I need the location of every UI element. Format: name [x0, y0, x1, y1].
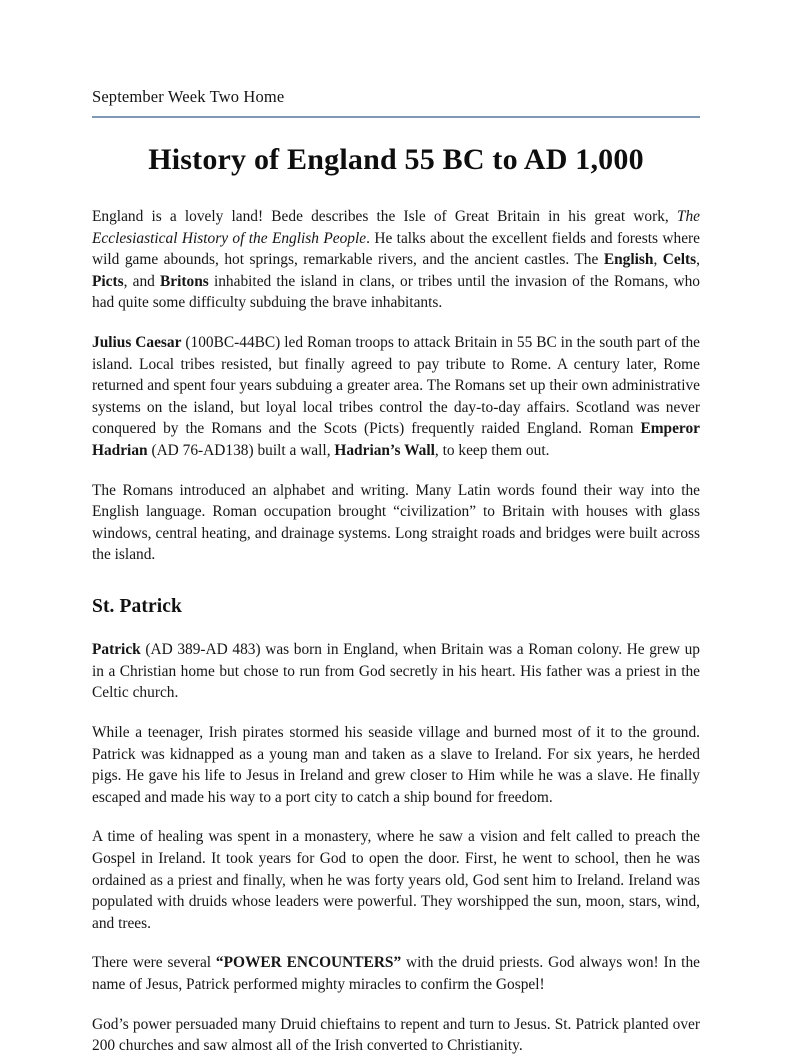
document-body: [92, 206, 700, 1057]
text-run: , to keep them out.: [434, 441, 550, 459]
paragraph-roman-influence: [92, 480, 700, 566]
text-run: While a teenager, Irish pirates stormed his seaside village and burned most of it to the ground. Patrick was kidnapped as a young man and taken as a slave to Ireland. For six years, he herded pigs. He gave his life to Jesus in Ireland and grew closer to Him while he was a slave. He finally escaped and made his way to a port city to catch a ship bound for freedom.: [92, 724, 700, 806]
bold-term-celts: Celts: [662, 251, 697, 269]
bold-term-power-encounters: “POWER ENCOUNTERS”: [215, 954, 402, 972]
section-heading-st-patrick: St. Patrick: [92, 595, 182, 617]
paragraph-patrick-birth: [92, 639, 700, 704]
paragraph-power-encounters: [92, 952, 700, 995]
text-run: (AD 389-AD 483) was born in England, when Britain was a Roman colony. He grew up in a Christian home but chose to run from God secretly in his heart. His father was a priest in the Celtic church.: [92, 641, 700, 702]
text-run: with the druid priests. God always won! In the name of Jesus, Patrick performed mighty miracles to confirm the Gospel!: [92, 954, 700, 993]
text-run: ,: [653, 251, 663, 269]
paragraph-england-intro: [92, 206, 700, 314]
bold-term-english: English: [603, 251, 654, 269]
text-run: (100BC-44BC) led Roman troops to attack Britain in 55 BC in the south part of the island. Local tribes resisted, but finally agreed to pay tribute to Rome. A century later, Rome returned and spent four years subduing a greater area. The Romans set up their own administrative systems on the island, but loyal local tribes control the day-to-day affairs. Scotland was never conquered by the Romans and the Scots (Picts) frequently raided England. Roman: [92, 333, 700, 438]
bold-term-picts: Picts: [92, 272, 124, 290]
book-title-italic: The Ecclesiastical History of the English People: [92, 207, 700, 247]
bold-term-emperor-hadrian: Emperor Hadrian: [92, 420, 700, 459]
paragraph-julius-caesar: [92, 332, 700, 462]
text-run: (AD 76-AD138) built a wall,: [147, 441, 335, 459]
text-run: A time of healing was spent in a monastery, where he saw a vision and felt called to preach the Gospel in Ireland. It took years for God to open the door. First, he went to school, then he was ordained as a priest and finally, when he was forty years old, God sent him to Ireland. Ireland was populated with druids whose leaders were powerful. They worshipped the sun, moon, stars, wind, and trees.: [92, 828, 700, 932]
paragraph-patrick-monastery: [92, 826, 700, 934]
paragraph-druid-chieftains: [92, 1014, 700, 1057]
bold-term-patrick: Patrick: [92, 641, 141, 659]
text-run: ,: [696, 251, 700, 269]
paragraph-patrick-kidnapped: [92, 722, 700, 808]
running-header: September Week Two Home: [92, 87, 285, 106]
text-run: . He talks about the excellent fields and forests where wild game abounds, hot springs, remarkable rivers, and the ancient castles. The: [92, 229, 701, 269]
text-run: England is a lovely land! Bede describes the Isle of Great Britain in his great work,: [92, 207, 677, 225]
text-run: , and: [123, 272, 161, 290]
bold-term-hadrians-wall: Hadrian’s Wall: [334, 441, 435, 459]
page-title: History of England 55 BC to AD 1,000: [148, 142, 644, 176]
text-run: There were several: [92, 954, 216, 972]
text-run: God’s power persuaded many Druid chieftains to repent and turn to Jesus. St. Patrick planted over 200 churches and saw almost all of the Irish converted to Christianity.: [92, 1015, 700, 1055]
bold-term-britons: Britons: [160, 272, 209, 290]
text-run: inhabited the island in clans, or tribes until the invasion of the Romans, who had quite some difficulty subduing the brave inhabitants.: [92, 272, 700, 312]
header-divider-rule: [92, 116, 700, 118]
bold-term-julius-caesar: Julius Caesar: [92, 333, 182, 351]
text-run: The Romans introduced an alphabet and writing. Many Latin words found their way into the English language. Roman occupation brought “civilization” to Britain with houses with glass windows, central heating, and drainage systems. Long straight roads and bridges were built across the island.: [92, 481, 700, 564]
